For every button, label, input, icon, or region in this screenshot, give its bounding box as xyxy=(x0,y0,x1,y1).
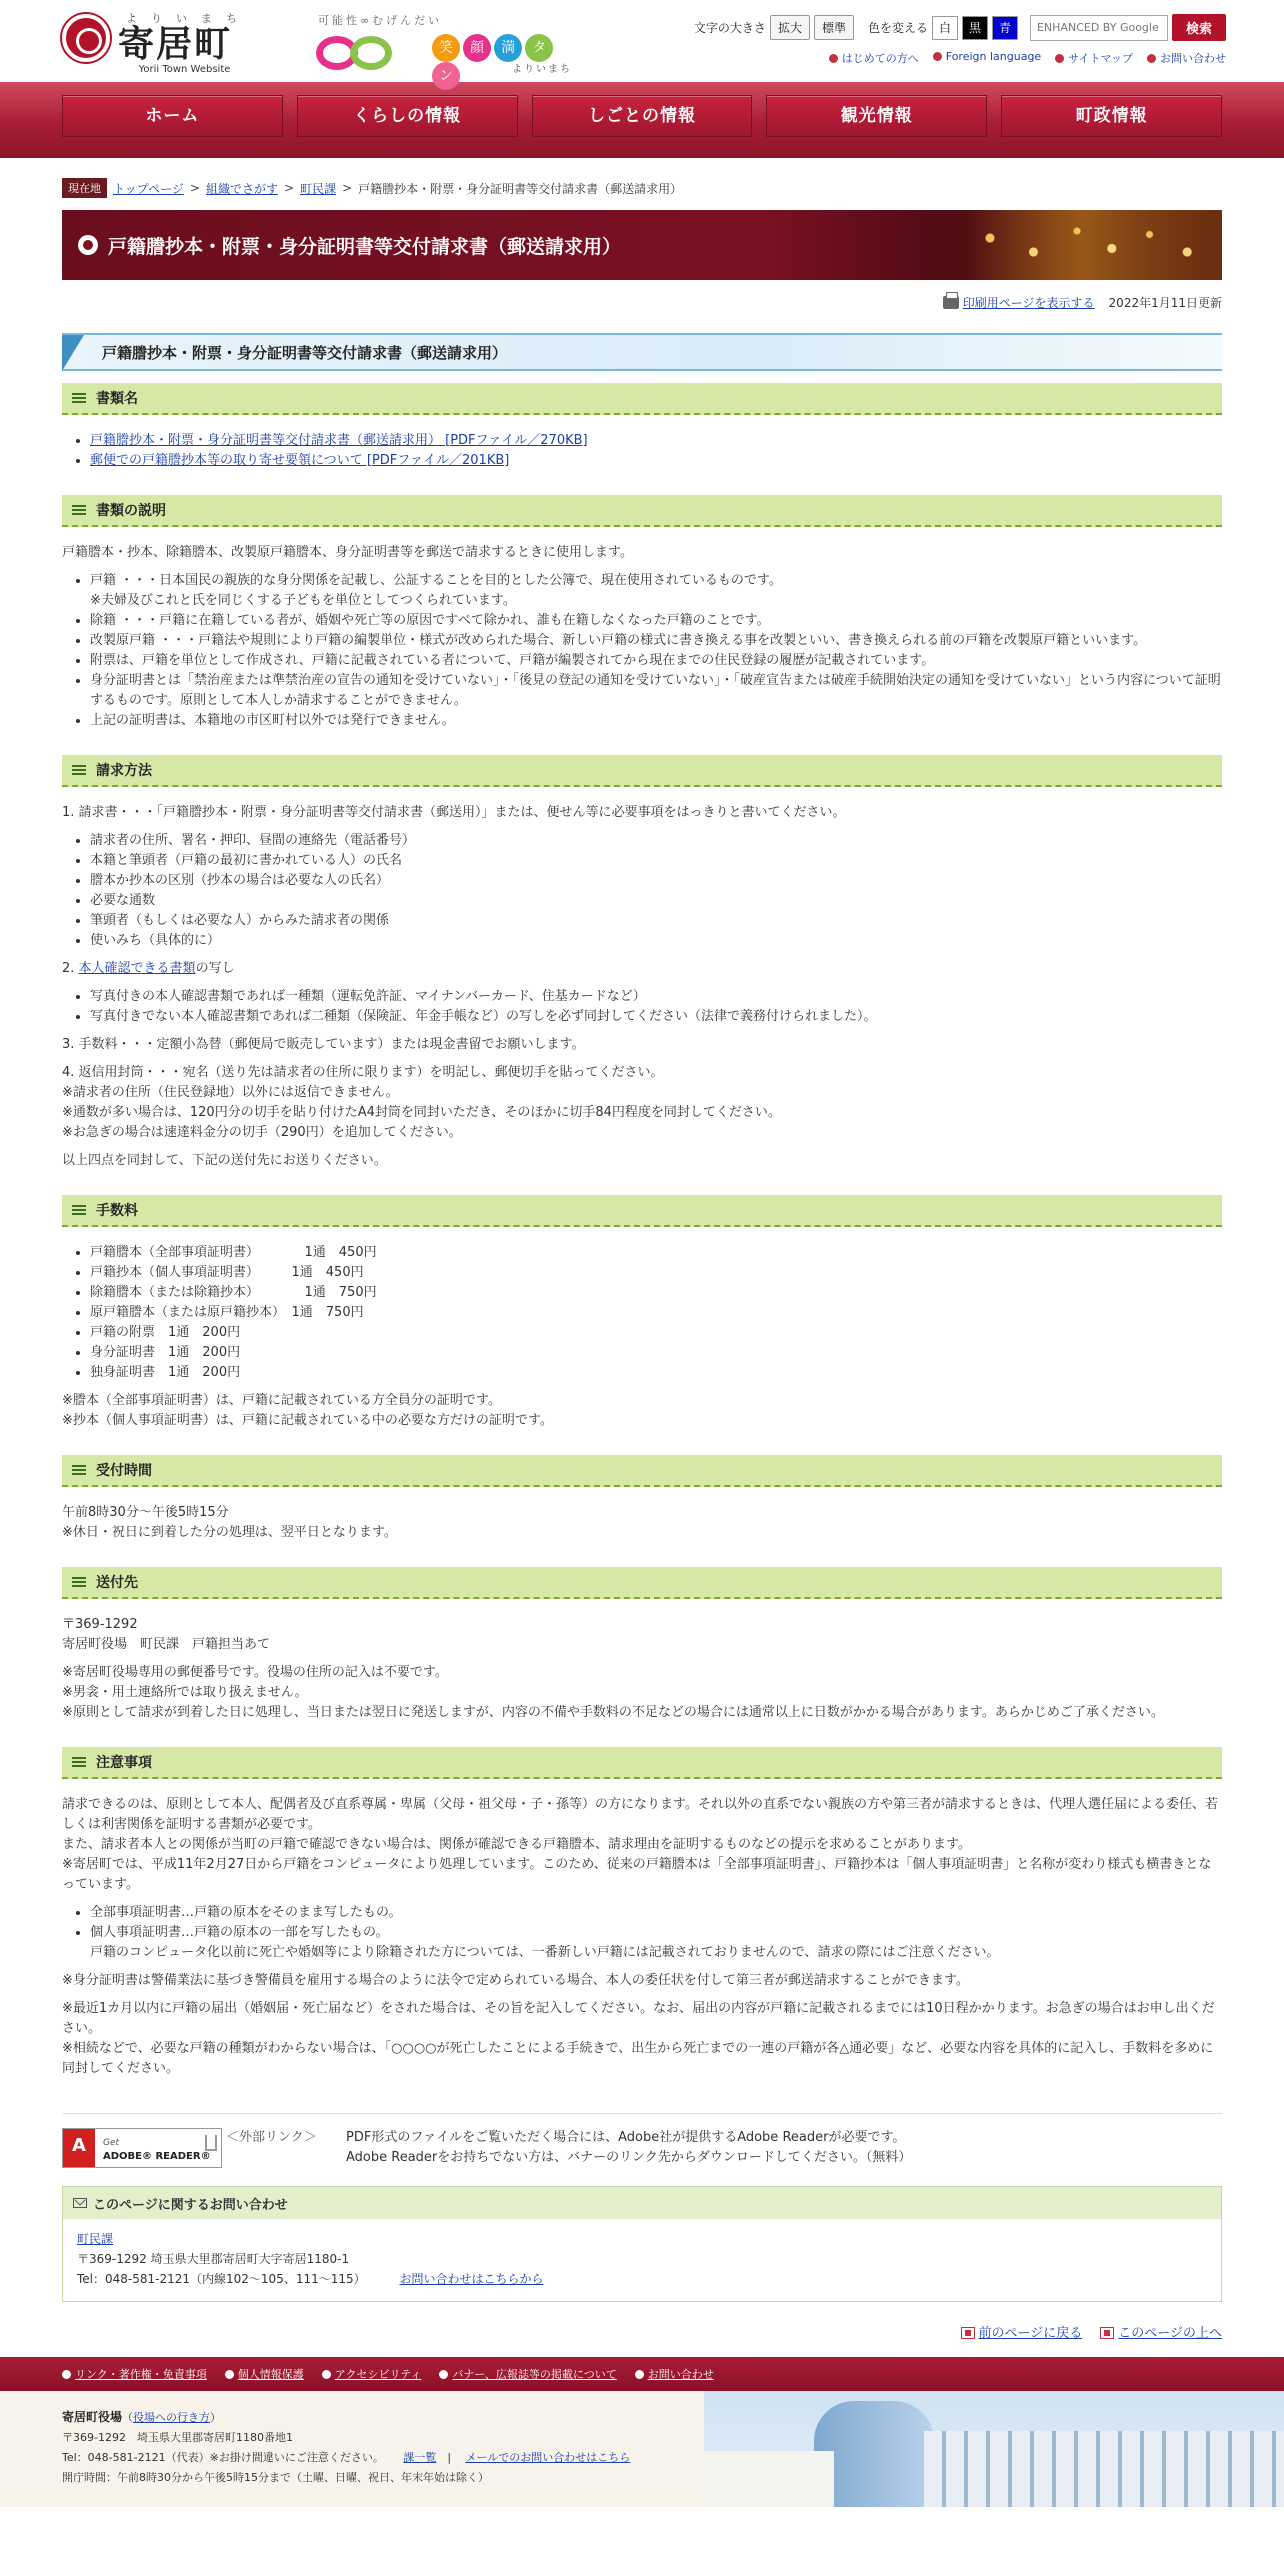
page-subtitle: 戸籍謄抄本・附票・身分証明書等交付請求書（郵送請求用） xyxy=(62,333,1222,371)
catch-bottom: よりいまち xyxy=(512,64,572,75)
page-top-icon xyxy=(1100,2327,1114,2339)
footer-link-copyright[interactable]: リンク・著作権・免責事項 xyxy=(62,2366,207,2382)
footer-hours: 開庁時間：午前8時30分から午後5時15分まで（土曜、日曜、祝日、年末年始は除く） xyxy=(62,2471,489,2484)
breadcrumb-dept[interactable]: 町民課 xyxy=(300,181,337,196)
breadcrumb-current: 戸籍謄抄本・附票・身分証明書等交付請求書（郵送請求用） xyxy=(358,181,683,196)
page-meta xyxy=(62,294,1222,311)
title-bullet-icon xyxy=(78,235,98,255)
color-white-button[interactable]: 白 xyxy=(932,16,958,40)
logo-subtitle: Yorii Town Website xyxy=(138,64,231,75)
contact-address: 〒369-1292 埼玉県大里郡寄居町大字寄居1180-1 xyxy=(77,2252,350,2266)
section-description: 戸籍謄本・抄本、除籍謄本、改製原戸籍謄本、身分証明書等を郵送で請求するときに使用します。 • 戸籍 ・・・日本国民の親族的な身分関係を記載し、公証することを目的とした公簿で、現在使用されているものです。 ※夫婦及びこれと氏を同じくする子どもを単位としてつくられています。 • 除籍 ・・・戸籍に在籍している者が、婚姻や死亡等の原因ですべて除かれ、誰も在籍しなくなった戸籍のことです。 • 改製原戸籍 ・・・戸籍法や規則により戸籍の編製単位・様式が改められた場合、新しい戸籍の様式に書き換える事を改製といい、書き換えられる前の戸籍を改製原戸籍といいます。 • 附票は、戸籍を単位として作成され、戸籍に記載されている者について、戸籍が編製されてから現在までの住民登録の履歴が記載されています。 • 身分証明書とは「禁治産または準禁治産の宣告の通知を受けていない」・「後見の登記の通知を受けていない」・「破産宣告または破産手続開始決定の通知を受けていない」という内容について証明するものです。原則として本人しか請求することができません。 • 上記の証明書は、本籍地の市区町村以外では発行できません。 xyxy=(62,527,1222,743)
footer-address: 〒369-1292 埼玉県大里郡寄居町1180番地1 xyxy=(62,2431,293,2444)
footer-office: 寄居町役場 xyxy=(62,2410,123,2424)
breadcrumb: 現在地 トップページ > 組織でさがす > 町民課 > 戸籍謄抄本・附票・身分証明書等交付請求書（郵送請求用） xyxy=(62,178,1222,198)
section-heading: 書類の説明 xyxy=(62,495,1222,527)
sitemap-link[interactable]: サイトマップ xyxy=(1055,50,1133,66)
color-black-button[interactable]: 黒 xyxy=(962,16,988,40)
updated-date: 2022年1月11日更新 xyxy=(1108,296,1222,310)
heading-bars-icon xyxy=(72,1465,86,1475)
heading-bars-icon xyxy=(72,765,86,775)
catch-ball: 顔 xyxy=(463,34,491,62)
search-button[interactable]: 検索 xyxy=(1172,14,1226,41)
font-size-label: 文字の大きさ xyxy=(693,21,766,35)
adobe-logo-icon xyxy=(63,2129,95,2167)
nav-home[interactable]: ホーム xyxy=(62,95,283,137)
catch-top: 可能性∞むげんだい xyxy=(318,14,443,27)
catch-ball: ン xyxy=(432,62,460,90)
color-blue-button[interactable]: 青 xyxy=(992,16,1018,40)
catch-ball: 笑 xyxy=(432,34,460,62)
town-hall-photo xyxy=(704,2391,1284,2507)
contact-form-link[interactable]: お問い合わせはこちらから xyxy=(399,2272,544,2286)
color-label: 色を変える xyxy=(867,21,928,35)
adobe-reader-banner[interactable]: A Get ADOBE® READER® xyxy=(62,2128,222,2168)
catchphrase-banner xyxy=(312,12,582,84)
font-enlarge-button[interactable]: 拡大 xyxy=(770,15,810,40)
section-heading: 受付時間 xyxy=(62,1455,1222,1487)
footer-link-privacy[interactable]: 個人情報保護 xyxy=(225,2366,304,2382)
footer-link-accessibility[interactable]: アクセシビリティ xyxy=(322,2366,422,2382)
heading-bars-icon xyxy=(72,1205,86,1215)
breadcrumb-top[interactable]: トップページ xyxy=(113,181,184,196)
site-header xyxy=(0,0,1284,82)
lanterns-image xyxy=(932,210,1222,280)
contact-tel: Tel：048-581-2121（内線102～105、111～115） xyxy=(77,2272,366,2286)
section-document-names xyxy=(62,415,1222,483)
printer-icon xyxy=(943,296,959,309)
heading-bars-icon xyxy=(72,505,86,515)
search-input[interactable]: ENHANCED BY Google xyxy=(1030,15,1168,41)
footer-dept-list-link[interactable]: 課一覧 xyxy=(403,2451,437,2464)
contact-dept-link[interactable]: 町民課 xyxy=(77,2232,114,2246)
back-icon xyxy=(961,2327,975,2339)
contact-title: このページに関するお問い合わせ xyxy=(93,2197,288,2213)
page-title-banner xyxy=(62,210,1222,280)
nav-tourism[interactable]: 観光情報 xyxy=(766,95,987,137)
catch-ball: 満 xyxy=(494,34,522,62)
section-heading: 書類名 xyxy=(62,383,1222,415)
infinity-icon xyxy=(316,32,396,76)
site-logo[interactable] xyxy=(118,10,251,75)
footer-nav xyxy=(0,2357,1284,2391)
section-destination: 〒369-1292 寄居町役場 町民課 戸籍担当あて ※寄居町役場専用の郵便番号です。役場の住所の記入は不要です。 ※男衾・用土連絡所では取り扱えません。 ※原則として請求が到着した日に処理し、当日または翌日に発送しますが、内容の不備や手数料の不足などの場合には通常以上に日数がかかる場合があります。あらかじめご了承ください。 xyxy=(62,1617,1164,1720)
logo-ruby: よりいまち xyxy=(126,12,251,25)
site-footer: 寄居町役場（役場への行き方） 〒369-1292 埼玉県大里郡寄居町1180番地1 Tel：048-581-2121（代表）※お掛け間違いにご注意ください。 課一覧 | メールでのお問い合わせはこちら 開庁時間：午前8時30分から午後5時15分まで（土曜、日曜、祝日、年末年始は除く） xyxy=(0,2391,1284,2507)
heading-bars-icon xyxy=(72,1577,86,1587)
section-notes: 請求できるのは、原則として本人、配偶者及び直系尊属・卑属（父母・祖父母・子・孫等）の方になります。それ以外の直系でない親族の方や第三者が請求するときは、代理人選任届による委任、若しくは利害関係を証明する書類が必要です。 また、請求者本人との関係が当町の戸籍で確認できない場合は、関係が確認できる戸籍謄本、請求理由を証明するものなどの提示を求めることがあります。 ※寄居町では、平成11年2月27日から戸籍をコンピュータにより処理しています。このため、従来の戸籍謄本は「全部事項証明書」、戸籍抄本は「個人事項証明書」と名称が変わり様式も横書きとなっています。 • 全部事項証明書…戸籍の原本をそのまま写したもの。 • 個人事項証明書…戸籍の原本の一部を写したもの。 戸籍のコンピュータ化以前に死亡や婚姻等により除籍された方については、一番新しい戸籍には記載されておりませんので、請求の際にはご注意ください。 ※身分証明書は警備業法に基づき警備員を雇用する場合のように法令で定められている場合、本人の委任状を付して第三者が郵送請求することができます。 ※最近1カ月以内に戸籍の届出（婚姻届・死亡届など）をされた場合は、その旨を記入してください。なお、届出の内容が戸籍に記載されるまでには10日程かかります。お急ぎの場合はお申し出ください。 ※相続などで、必要な戸籍の種類がわからない場合は、「○○○○が死亡したことによる手続きで、出生から死亡までの一連の戸籍が各△通必要」など、必要な内容を具体的に記入し、手数料を多めに同封してください。 xyxy=(62,1779,1222,2091)
section-hours: 午前8時30分～午後5時15分 ※休日・祝日に到着した分の処理は、翌平日となります。 xyxy=(62,1505,397,1540)
breadcrumb-here: 現在地 xyxy=(62,178,107,198)
town-emblem-icon[interactable] xyxy=(62,14,110,62)
nav-work[interactable]: しごとの情報 xyxy=(532,95,753,137)
footer-link-contact[interactable]: お問い合わせ xyxy=(635,2366,714,2382)
page-navigation xyxy=(62,2322,1222,2341)
font-standard-button[interactable]: 標準 xyxy=(814,15,854,40)
heading-bars-icon xyxy=(72,393,86,403)
page-title: 戸籍謄抄本・附票・身分証明書等交付請求書（郵送請求用） xyxy=(108,235,622,258)
footer-access-link[interactable]: 役場への行き方 xyxy=(133,2411,211,2424)
back-link[interactable]: 前のページに戻る xyxy=(978,2326,1083,2341)
adobe-reader-notice: A Get ADOBE® READER® ＜外部リンク＞ PDF形式のファイルをご覧いただく場合には、Adobe社が提供するAdobe Readerが必要です。 Adobe Readerをお持ちでない方は、バナーのリンク先からダウンロードしてください。（無料） xyxy=(62,2113,1222,2168)
beginners-link[interactable]: はじめての方へ xyxy=(829,50,919,66)
breadcrumb-org[interactable]: 組織でさがす xyxy=(205,181,278,196)
heading-bars-icon xyxy=(72,1757,86,1767)
pdf-link-guide[interactable]: 郵便での戸籍謄抄本等の取り寄せ要領について [PDFファイル／201KB] xyxy=(90,453,510,468)
catch-ball: タ xyxy=(525,34,553,62)
page-top-link[interactable]: このページの上へ xyxy=(1118,2326,1222,2341)
id-documents-link[interactable]: 本人確認できる書類 xyxy=(78,961,196,976)
external-link-label: ＜外部リンク＞ xyxy=(226,2130,317,2145)
nav-government[interactable]: 町政情報 xyxy=(1001,95,1222,137)
footer-mail-link[interactable]: メールでのお問い合わせはこちら xyxy=(465,2451,631,2464)
section-fees: • 戸籍謄本（全部事項証明書） 1通 450円 • 戸籍抄本（個人事項証明書） 1通 450円 • 除籍謄本（または除籍抄本） 1通 750円 • 原戸籍謄本（または原戸籍抄本） 1通 750円 • 戸籍の附票 1通 200円 • 身分証明書 1通 200円 • 独身証明書 1通 200円 ※謄本（全部事項証明書）は、戸籍に記載されている方全員分の証明です。 ※抄本（個人事項証明書）は、戸籍に記載されている中の必要な方だけの証明です。 xyxy=(62,1227,1222,1443)
section-heading: 請求方法 xyxy=(62,755,1222,787)
foreign-language-link[interactable]: Foreign language xyxy=(933,50,1041,66)
global-nav xyxy=(0,82,1284,158)
footer-tel: Tel：048-581-2121（代表）※お掛け間違いにご注意ください。 xyxy=(62,2451,384,2464)
contact-link[interactable]: お問い合わせ xyxy=(1147,50,1226,66)
mail-icon xyxy=(73,2198,87,2208)
logo-title: 寄居町 xyxy=(118,23,233,65)
download-icon xyxy=(205,2135,217,2151)
print-link[interactable]: 印刷用ページを表示する xyxy=(962,296,1095,310)
header-tools xyxy=(626,14,1226,74)
section-request-method: 1. 請求書・・・「戸籍謄抄本・附票・身分証明書等交付請求書（郵送用）」または、便せん等に必要事項をはっきりと書いてください。 • 請求者の住所、署名・押印、昼間の連絡先（電話番号） • 本籍と筆頭者（戸籍の最初に書かれている人）の氏名 • 謄本か抄本の区別（抄本の場合は必要な人の氏名） • 必要な通数 • 筆頭者（もしくは必要な人）からみた請求者の関係 • 使いみち（具体的に） 2. 本人確認できる書類の写し • 写真付きの本人確認書類であれば一種類（運転免許証、マイナンバーカード、住基カードなど） • 写真付きでない本人確認書類であれば二種類（保険証、年金手帳など）の写しを必ず同封してください（法律で義務付けられました）。 3. 手数料・・・定額小為替（郵便局で販売しています）または現金書留でお願いします。 4. 返信用封筒・・・宛名（送り先は請求者の住所に限ります）を明記し、郵便切手を貼ってください。 ※請求者の住所（住民登録地）以外には返信できません。 ※通数が多い場合は、120円分の切手を貼り付けたA4封筒を同封いただき、そのほかに切手84円程度を同封してください。 ※お急ぎの場合は速達料金分の切手（290円）を追加してください。 以上四点を同封して、下記の送付先にお送りください。 xyxy=(62,787,1222,1183)
nav-living[interactable]: くらしの情報 xyxy=(297,95,518,137)
contact-box xyxy=(62,2186,1222,2302)
header-links xyxy=(829,50,1226,66)
main-content xyxy=(62,178,1222,2341)
pdf-link-request-form[interactable]: 戸籍謄抄本・附票・身分証明書等交付請求書（郵送請求用） [PDFファイル／270KB] xyxy=(90,433,588,448)
section-heading: 送付先 xyxy=(62,1567,1222,1599)
section-heading: 注意事項 xyxy=(62,1747,1222,1779)
footer-link-banner[interactable]: バナー、広報誌等の掲載について xyxy=(439,2366,616,2382)
section-heading: 手数料 xyxy=(62,1195,1222,1227)
